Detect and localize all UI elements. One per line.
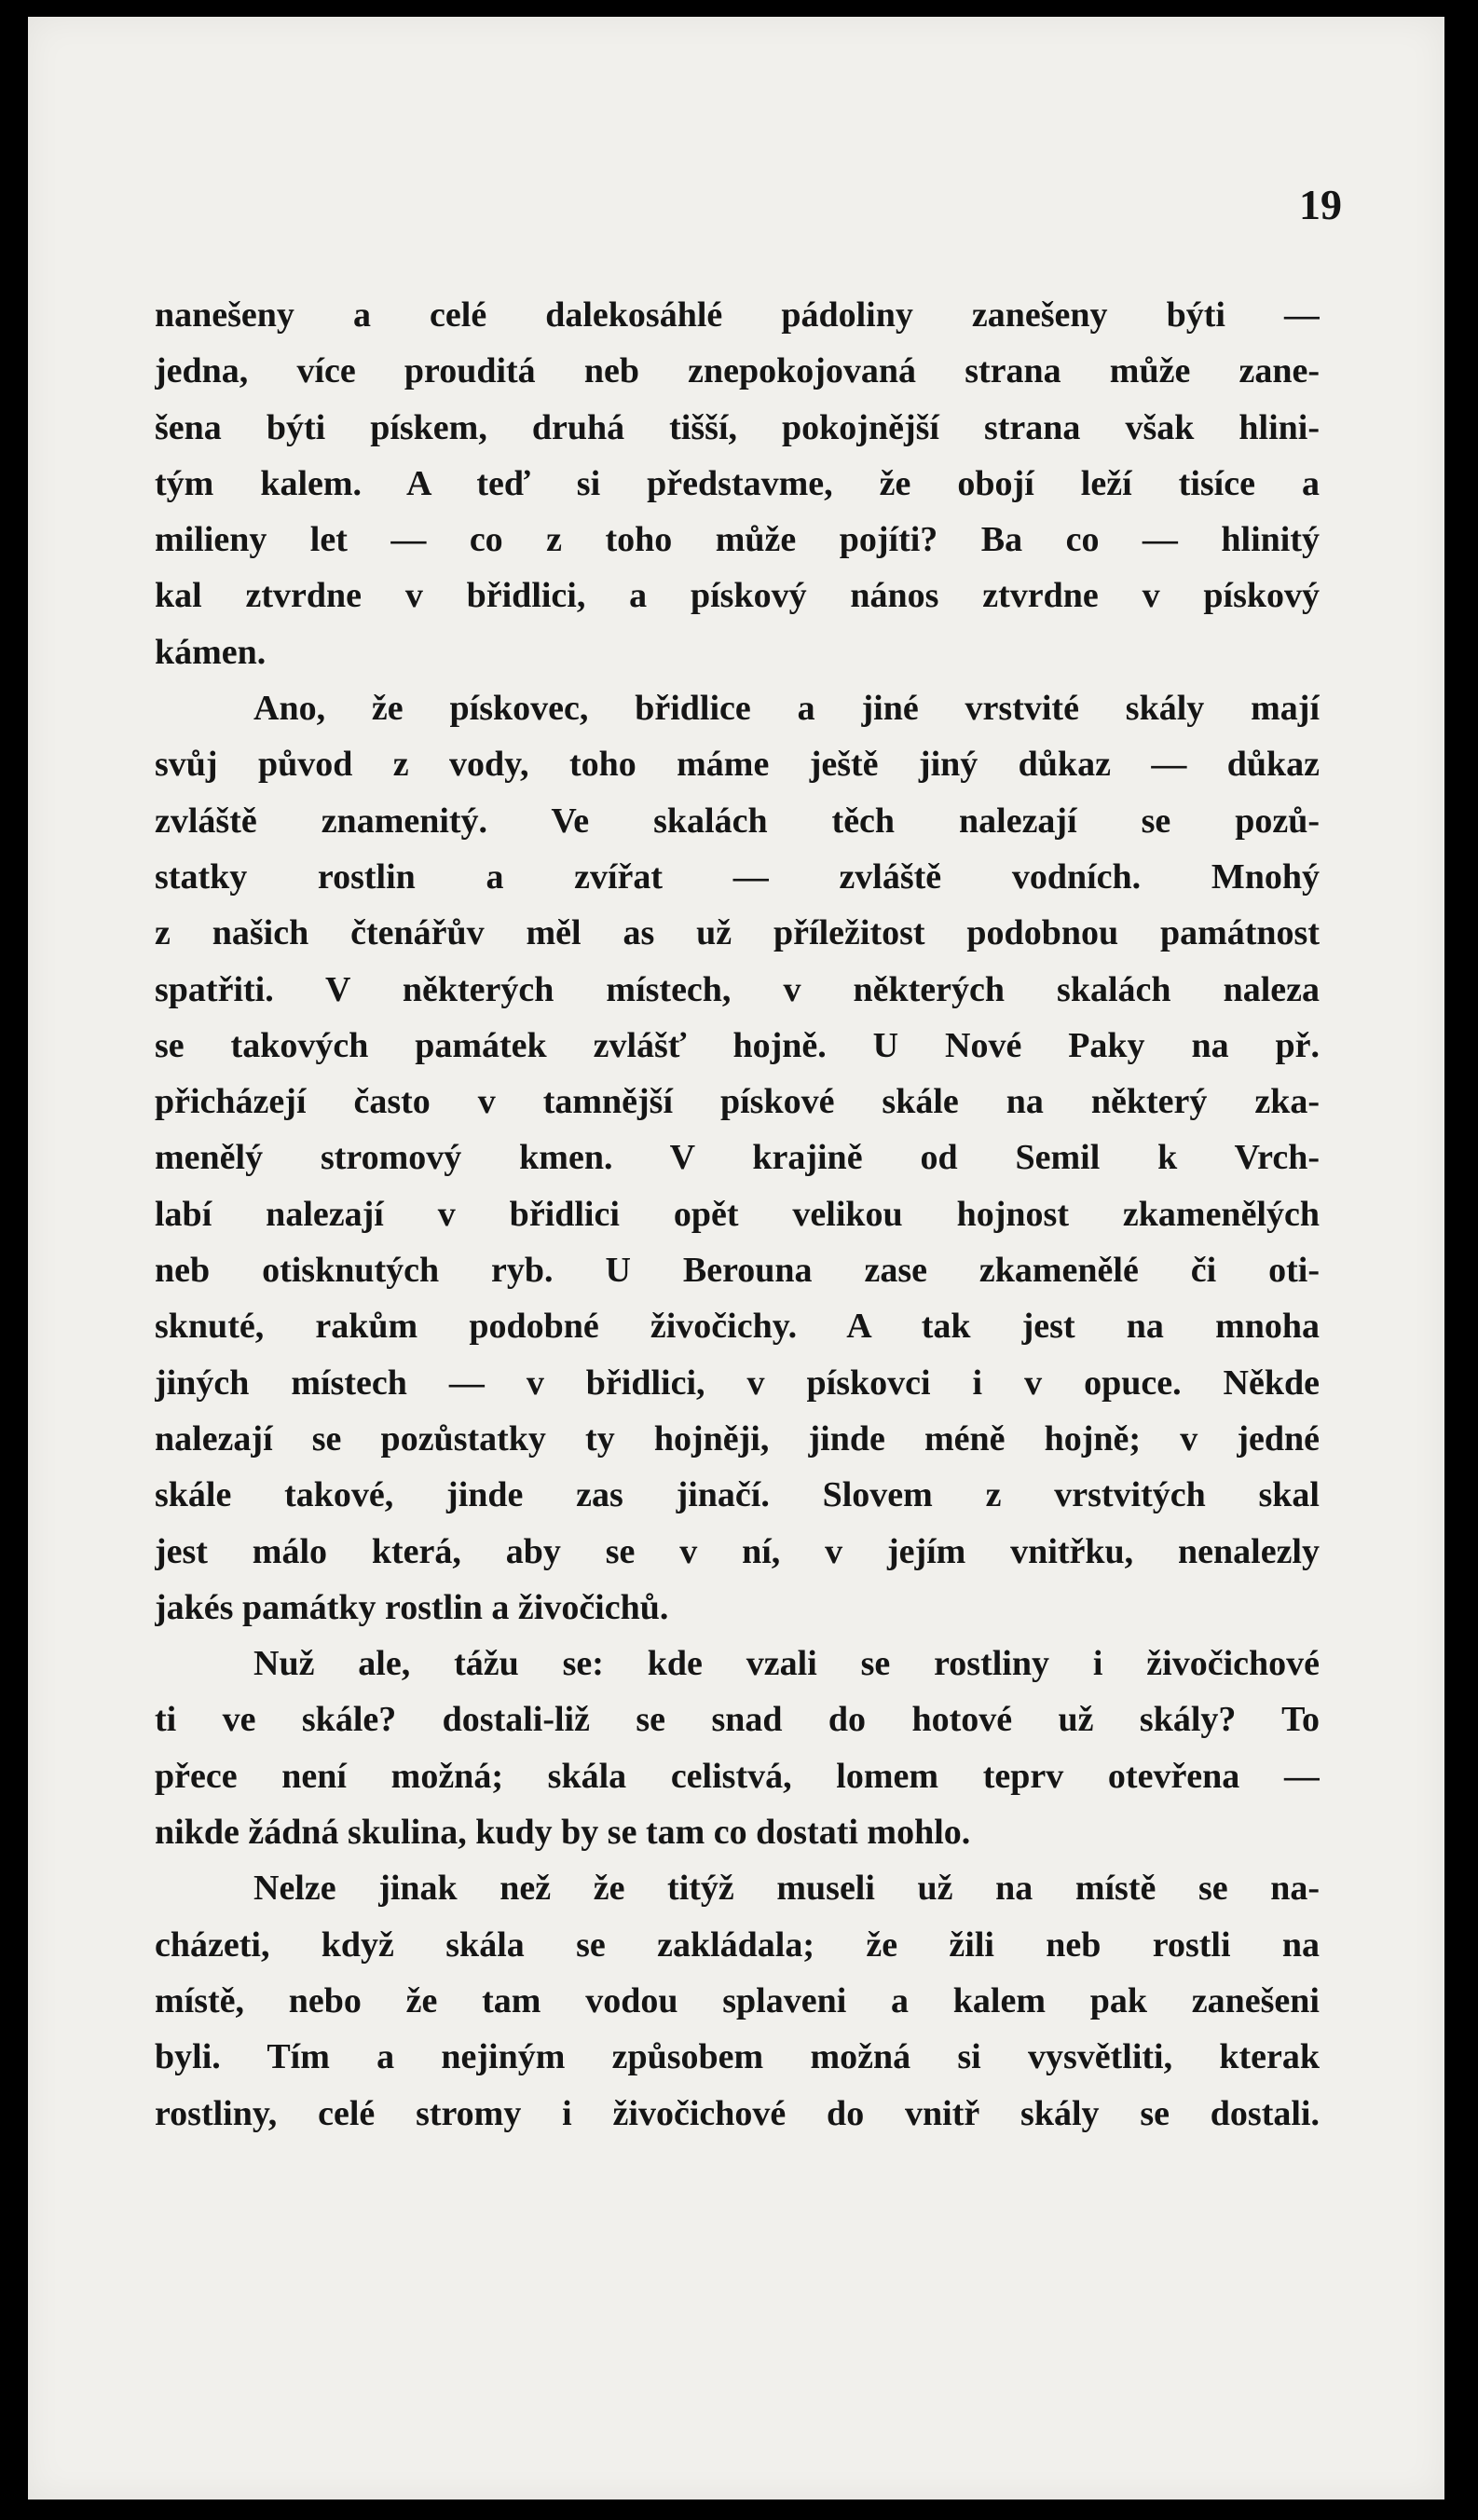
text-line: místě, nebo že tam vodou splaveni a kalem pak zanešeni	[155, 1980, 1320, 2020]
text-line: kámen.	[155, 632, 267, 672]
text-line: rostliny, celé stromy i živočichové do vnitř skály se dostali.	[155, 2093, 1320, 2133]
paragraph-4	[155, 1860, 1320, 2141]
text-line: skále takové, jinde zas jinačí. Slovem z vrstvitých skal	[155, 1475, 1320, 1515]
paragraph-1	[155, 287, 1320, 680]
text-line: cházeti, když skála se zakládala; že žili neb rostli na	[155, 1924, 1320, 1965]
text-line: Nelze jinak než že titýž museli už na místě se na-	[253, 1869, 1320, 1909]
text-line: neb otisknutých ryb. U Berouna zase zkamenělé či oti-	[155, 1251, 1320, 1291]
text-line: sknuté, rakům podobné živočichy. A tak jest na mnoha	[155, 1307, 1320, 1347]
text-line: jakés památky rostlin a živočichů.	[155, 1587, 669, 1627]
text-line: menělý stromový kmen. V krajině od Semil k Vrch-	[155, 1138, 1320, 1178]
text-line: zvláště znamenitý. Ve skalách těch nalezají se pozů-	[155, 801, 1320, 841]
text-line: jiných místech — v břidlici, v pískovci i v opuce. Někde	[155, 1363, 1320, 1403]
text-line: jest málo která, aby se v ní, v jejím vnitřku, nenalezly	[155, 1531, 1320, 1571]
text-line: přece není možná; skála celistvá, lomem teprv otevřena —	[155, 1756, 1320, 1796]
text-line: statky rostlin a zvířat — zvláště vodních. Mnohý	[155, 856, 1320, 897]
text-line: se takových památek zvlášť hojně. U Nové Paky na př.	[155, 1025, 1320, 1065]
text-line: nanešeny a celé dalekosáhlé pádoliny zanešeny býti —	[155, 295, 1320, 335]
text-line: svůj původ z vody, toho máme ještě jiný důkaz — důkaz	[155, 745, 1320, 785]
paragraph-3	[155, 1636, 1320, 1860]
text-line: šena býti pískem, druhá tišší, pokojnější strana však hlini-	[155, 407, 1320, 447]
text-line: labí nalezají v břidlici opět velikou hojnost zkamenělých	[155, 1194, 1320, 1234]
text-line: jedna, více prouditá neb znepokojovaná strana může zane-	[155, 351, 1320, 391]
page-number: 19	[1299, 181, 1342, 228]
text-line: byli. Tím a nejiným způsobem možná si vysvětliti, kterak	[155, 2037, 1320, 2077]
text-line: milieny let — co z toho může pojíti? Ba co — hlinitý	[155, 520, 1320, 560]
text-line: nalezají se pozůstatky ty hojněji, jinde méně hojně; v jedné	[155, 1418, 1320, 1459]
text-line: Nuž ale, tážu se: kde vzali se rostliny i živočichové	[253, 1644, 1320, 1684]
text-line: Ano, že pískovec, břidlice a jiné vrstvité skály mají	[253, 689, 1320, 729]
text-line: přicházejí často v tamnější pískové skále na některý zka-	[155, 1082, 1320, 1122]
book-page	[28, 17, 1444, 2499]
text-line: z našich čtenářův měl as už příležitost podobnou památnost	[155, 913, 1320, 953]
text-line: ti ve skále? dostali-liž se snad do hotové už skály? To	[155, 1700, 1320, 1740]
text-line: tým kalem. A teď si představme, že obojí leží tisíce a	[155, 463, 1320, 503]
text-line: spatřiti. V některých místech, v některých skalách naleza	[155, 969, 1320, 1009]
paragraph-2	[155, 680, 1320, 1636]
body-text	[155, 287, 1320, 2142]
text-line: kal ztvrdne v břidlici, a pískový nános ztvrdne v pískový	[155, 576, 1320, 616]
text-line: nikde žádná skulina, kudy by se tam co dostati mohlo.	[155, 1813, 971, 1853]
